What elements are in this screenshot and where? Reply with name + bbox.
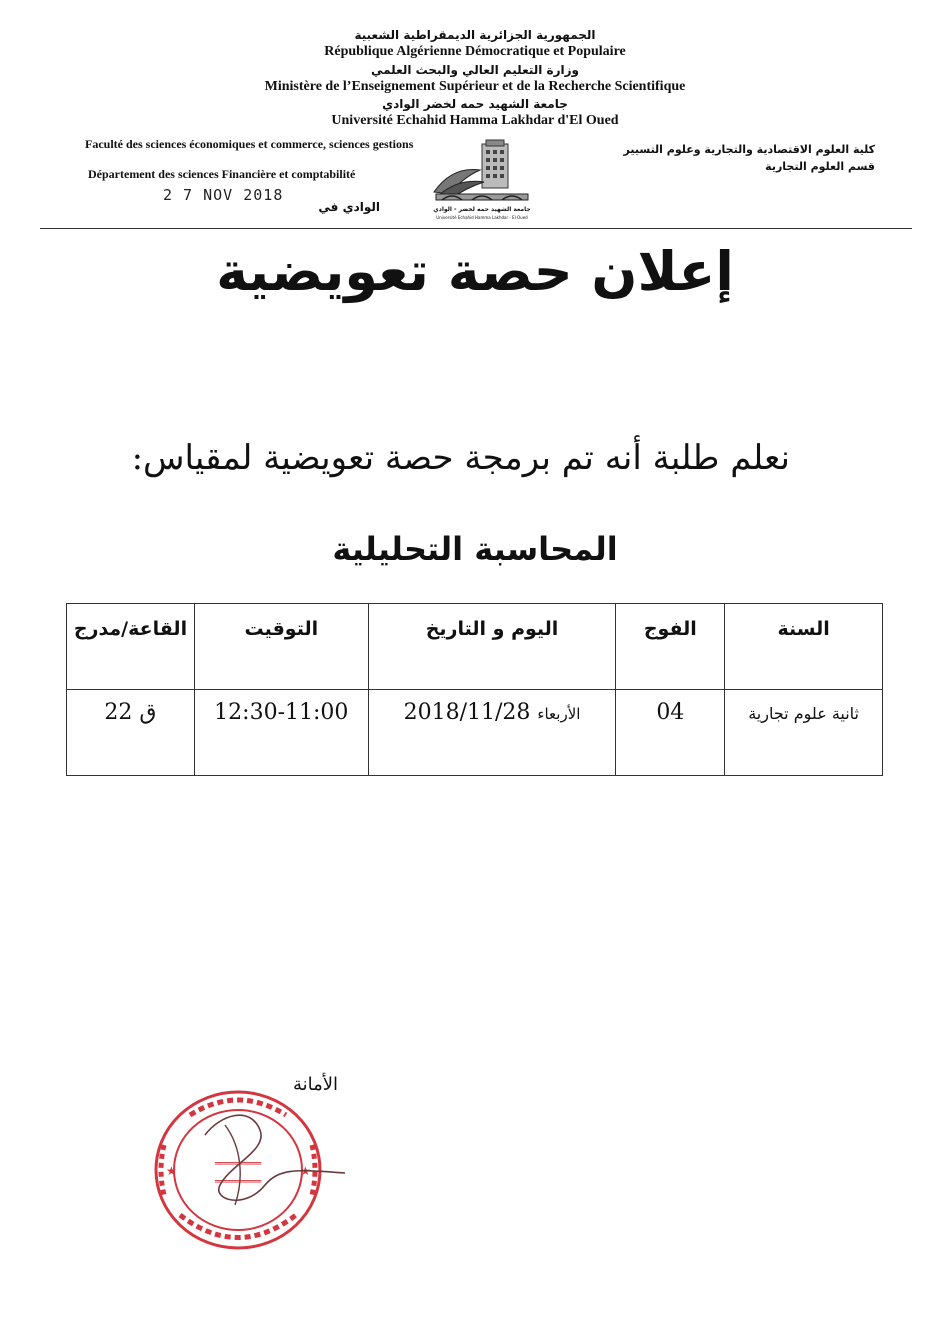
ministry-fr: Ministère de l’Enseignement Supérieur et de la Recherche Scientifique — [264, 79, 686, 94]
header-year: السنة — [725, 604, 883, 690]
logo-caption-ar: جامعة الشهيد حمه لخضر - الوادي — [433, 206, 531, 213]
svg-text:★: ★ — [300, 1164, 311, 1178]
cell-date: 2018/11/28 — [403, 700, 531, 725]
svg-text:★: ★ — [166, 1164, 177, 1178]
schedule-table — [66, 603, 883, 776]
republic-fr: République Algérienne Démocratique et Populaire — [324, 44, 626, 59]
faculty-ar: كلية العلوم الاقتصادية والتجارية وعلوم التسيير — [623, 143, 875, 156]
department-ar: قسم العلوم التجارية — [765, 160, 875, 173]
header-group: الفوج — [616, 604, 725, 690]
logo-caption-fr: Université Echahid Hamma Lakhdar - El Oued — [436, 215, 528, 220]
cell-day-date — [368, 690, 616, 776]
header-time: التوقيت — [194, 604, 368, 690]
svg-text:═══════: ═══════ — [214, 1157, 262, 1170]
course-subject: المحاسبة التحليلية — [332, 530, 618, 568]
cell-room: ق 22 — [67, 690, 195, 776]
table-row — [67, 690, 883, 776]
cell-year: ثانية علوم تجارية — [725, 690, 883, 776]
secretariat-label: الأمانة — [292, 1074, 338, 1095]
stamp-graphic — [150, 1075, 350, 1265]
faculty-fr: Faculté des sciences économiques et commerce, sciences gestions — [85, 137, 414, 151]
department-fr: Département des sciences Financière et comptabilité — [88, 167, 356, 181]
official-stamp — [150, 1075, 350, 1265]
header-day-date: اليوم و التاريخ — [368, 604, 616, 690]
cell-day: الأربعاء — [537, 705, 581, 723]
university-ar: جامعة الشهيد حمه لخضر الوادي — [382, 97, 568, 111]
stamp-date: 2 7 NOV 2018 — [163, 186, 284, 204]
svg-text:═══════: ═══════ — [214, 1175, 262, 1188]
university-logo — [432, 136, 532, 222]
header-divider — [40, 228, 912, 229]
republic-ar: الجمهورية الجزائرية الديمقراطية الشعبية — [354, 28, 596, 42]
place-date-ar: الوادي في — [318, 200, 380, 214]
announcement-intro: نعلم طلبة أنه تم برمجة حصة تعويضية لمقياس: — [131, 438, 790, 478]
cell-time: 12:30-11:00 — [194, 690, 368, 776]
announcement-title: إعلان حصة تعويضية — [216, 240, 734, 303]
cell-group: 04 — [616, 690, 725, 776]
ministry-ar: وزارة التعليم العالي والبحث العلمي — [370, 63, 580, 77]
table-header-row — [67, 604, 883, 690]
header-room: القاعة/مدرج — [67, 604, 195, 690]
university-fr: Université Echahid Hamma Lakhdar d'El Oued — [331, 113, 619, 128]
